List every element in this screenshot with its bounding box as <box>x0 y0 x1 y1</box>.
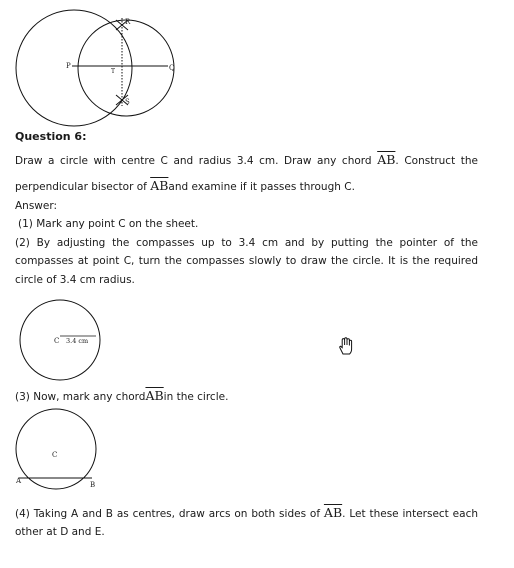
chord-ab: $\overline{AB}$ <box>145 388 164 403</box>
step-3 <box>15 389 228 404</box>
question-line-1 <box>15 153 478 168</box>
step-2-line-3: circle of 3.4 cm radius. <box>15 274 135 286</box>
step-4-line-2: other at D and E. <box>15 526 105 538</box>
step-1: (1) Mark any point C on the sheet. <box>18 218 199 230</box>
question-line-1-a: Draw a circle with centre C and radius 3.4 cm. Draw any chord <box>15 155 372 167</box>
radius-label: 3.4 cm <box>66 337 89 345</box>
label-q: Q <box>169 64 175 72</box>
step-3-a: (3) Now, mark any chord <box>15 391 146 403</box>
chord-ab: $\overline{AB}$ <box>377 152 396 167</box>
answer-label: Answer: <box>15 200 58 212</box>
question-line-2-a: perpendicular bisector of <box>15 181 147 193</box>
circle-with-chord <box>16 409 96 489</box>
step-4-line-1 <box>15 506 478 521</box>
question-heading: Question 6: <box>15 130 87 143</box>
figure-intersecting-circles <box>10 8 190 130</box>
center-label-c: C <box>54 337 60 345</box>
chord-ab: $\overline{AB}$ <box>323 505 343 520</box>
question-line-2-b: and examine if it passes through C. <box>168 181 355 193</box>
figure-circle-chord <box>10 405 112 495</box>
label-t: T <box>111 68 116 75</box>
step-2-line-2: compasses at point C, turn the compasses slowly to draw the circle. It is the required <box>15 255 478 267</box>
hand-pointer-icon <box>337 336 355 356</box>
label-a: A <box>16 477 22 485</box>
question-line-2 <box>15 179 355 194</box>
label-r: R <box>125 18 131 26</box>
label-s: S <box>125 98 130 106</box>
label-p: P <box>66 62 71 70</box>
figure-circle-radius <box>12 298 108 384</box>
step-4-a: (4) Taking A and B as centres, draw arcs on both sides of <box>15 508 321 520</box>
center-label-c: C <box>52 451 58 459</box>
chord-ab: $\overline{AB}$ <box>150 178 169 193</box>
label-b: B <box>90 481 96 489</box>
step-3-b: in the circle. <box>163 391 229 403</box>
question-line-1-b: . Construct the <box>395 155 479 167</box>
step-2-line-1: (2) By adjusting the compasses up to 3.4 cm and by putting the pointer of the <box>15 237 478 249</box>
step-4-b: . Let these intersect each <box>342 508 478 520</box>
